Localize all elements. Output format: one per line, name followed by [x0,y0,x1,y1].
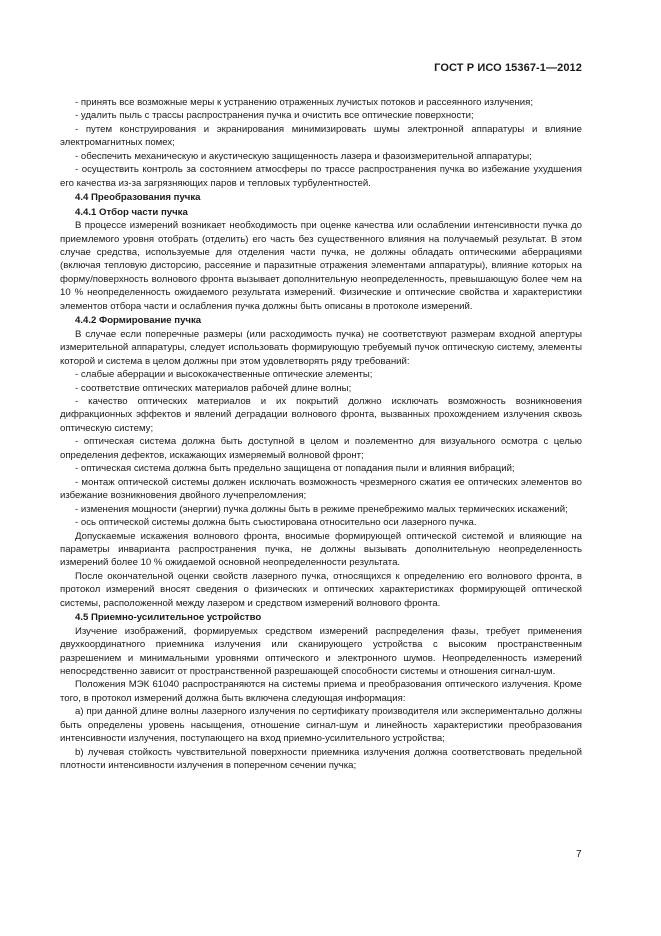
subsection-heading: 4.4.1 Отбор части пучка [75,206,188,218]
subsection-heading: 4.4.2 Формирование пучка [75,315,202,327]
list-item: a) при данной длине волны лазерного излучения по сертификату производителя или экспериментально должны быть определены уровень насыщения, отношение сигнал-шум и линейность характеристики преобразования интенсивности излучения, поступающего на вход приемно-усилительного устройства; [60,706,582,745]
section-heading: 4.5 Приемно-усилительное устройство [75,612,262,624]
list-item: - ось оптической системы должна быть съюстирована относительно оси лазерного пучка. [75,517,477,529]
page-number: 7 [576,849,582,860]
list-item: - оптическая система должна быть предельно защищена от попадания пыли и влияния вибраций; [75,463,515,475]
document-body [60,96,582,773]
list-item: - слабые аберрации и высококачественные оптические элементы; [75,369,373,381]
list-item: - соответствие оптических материалов рабочей длине волны; [75,382,352,394]
list-item: - путем конструирования и экранирования минимизировать шумы электронной аппаратуры и влияние электромагнитных помех; [60,123,582,149]
body-paragraph: После окончательной оценки свойств лазерного пучка, относящихся к определению его волнового фронта, в протокол измерений вносят сведения о физических и оптических характеристиках формирующей оптической системы, расположенной между лазером и средством измерений волнового фронта. [60,570,582,609]
list-item: - качество оптических материалов и их покрытий должно исключать возможность возникновения дифракционных эффектов и явлений деградации волнового фронта, вызванных прохождением излучения сквозь оптическую систему; [60,395,582,434]
list-item: - обеспечить механическую и акустическую защищенность лазера и фазоизмерительной аппаратуры; [75,150,532,162]
list-item: - оптическая система должна быть доступной в целом и поэлементно для визуального осмотра с целью определения дефектов, искажающих измеряемый волновой фронт; [60,436,582,461]
document-header: ГОСТ Р ИСО 15367-1—2012 [434,62,582,74]
body-paragraph: Изучение изображений, формируемых средством измерений распределения фазы, требует применения двухкоординатного приемника излучения или сканирующего устройства с высоким пространственным разрешением и минимальными уровнями оптического и электронного шумов. Неопределенность измерений непосредственно зависит от пространственной разрешающей способности системы и отношения сигнал-шум. [60,625,582,678]
body-paragraph: Допускаемые искажения волнового фронта, вносимые формирующей оптической системой и влияющие на параметры инварианта распространения пучка, не должны вызывать дополнительную неопределенность измерений более 10 % ожидаемой основной неопределенности результата. [60,530,582,569]
body-paragraph: Положения МЭК 61040 распространяются на системы приема и преобразования оптического излучения. Кроме того, в протокол измерений должна быть включена следующая информация: [60,679,582,704]
list-item: b) лучевая стойкость чувствительной поверхности приемника излучения должна соответствовать предельной плотности интенсивности излучения в поперечном сечении пучка; [60,746,582,772]
list-item: - принять все возможные меры к устранению отраженных лучистых потоков и рассеянного излучения; [75,97,534,108]
list-item: - монтаж оптической системы должен исключать возможность чрезмерного сжатия ее оптических элементов во избежание возникновения двойного лучепреломления; [60,476,582,502]
body-paragraph: В процессе измерений возникает необходимость при оценке качества или ослаблении интенсивности пучка до приемлемого уровня отобрать (отделить) его часть без существенного влияния на получаемый результат. В этом случае средства, используемые для отделения части пучка, не должны обладать оптическими аберрациями (включая тепловую дисторсию, рассеяние и паразитные отражения элементами аппаратуры), влияние которых на форму/поверхность волнового фронта вызывает дополнительную неопределенность, превышающую более чем на 10 % неопределенность ожидаемого результата измерений. Физические и оптические свойства и характеристики элементов отбора части и ослабления пучка должны быть описаны в протоколе измерений. [60,220,582,312]
list-item: - изменения мощности (энергии) пучка должны быть в режиме пренебрежимо малых термических искажений; [75,503,568,515]
section-heading: 4.4 Преобразования пучка [75,192,201,204]
body-paragraph: В случае если поперечные размеры (или расходимость пучка) не соответствуют размерам входной апертуры измерительной аппаратуры, следует использовать формирующую требуемый пучок оптическую систему, элементы которой и система в целом должны при этом удовлетворять ряду требований: [60,328,582,367]
list-item: - осуществить контроль за состоянием атмосферы по трассе распространения пучка во избежание ухудшения его качества из-за загрязняющих паров и тепловых турбулентностей. [60,164,582,189]
list-item: - удалить пыль с трассы распространения пучка и очистить все оптические поверхности; [75,110,474,122]
